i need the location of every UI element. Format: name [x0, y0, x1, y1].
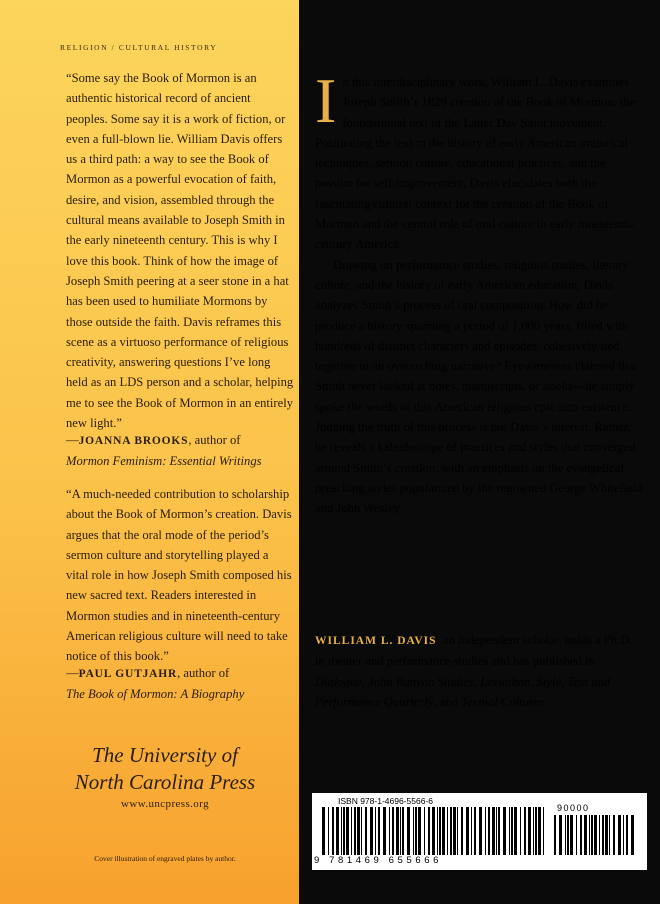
publisher-website: www.uncpress.org — [121, 798, 209, 810]
addon-digits: 90000 — [557, 803, 590, 813]
barcode-bar — [370, 807, 373, 855]
barcode-bar — [503, 807, 506, 855]
barcode-bar — [631, 815, 634, 855]
ean-digits: 9 781469 655666 — [314, 855, 442, 866]
barcode-bar — [328, 807, 329, 855]
author-bio — [315, 630, 645, 712]
barcode-bar — [453, 807, 456, 855]
barcode-bar — [589, 815, 590, 855]
barcode-bar — [584, 815, 587, 855]
ean-barcode-bars — [322, 807, 547, 855]
barcode-bar — [559, 815, 562, 855]
barcode-bar — [609, 815, 610, 855]
barcode-bar — [535, 807, 537, 855]
barcode-bar — [533, 807, 534, 855]
author-publications-1: Dialogue, John Bunyan Studies, Leviathan, Style, Text and Performance Quarterly — [315, 674, 611, 709]
barcode-bar — [332, 807, 334, 855]
barcode-bar — [623, 815, 624, 855]
barcode-bar — [565, 815, 566, 855]
publisher-name — [40, 742, 290, 796]
barcode-bar — [432, 807, 435, 855]
addon-barcode-bars — [554, 815, 634, 855]
barcode-bar — [418, 807, 421, 855]
publisher-line-1: The University of — [92, 743, 238, 767]
attribution-dash: — — [66, 433, 79, 447]
barcode-bar — [471, 807, 472, 855]
endorser-work: The Book of Mormon: A Biography — [66, 687, 245, 702]
barcode-bar — [538, 807, 541, 855]
barcode-bar — [461, 807, 463, 855]
barcode-bar — [346, 807, 349, 855]
barcode-bar — [488, 807, 490, 855]
endorsement-quote-1: “Some say the Book of Mormon is an authentic historical record of ancient peoples. Some say it is a work of fiction, or even a full-blown lie. William Davis offers us a third path: a way to see the Book of Mormon as a powerful evocation of faith, desire, and vision, assembled through the cultural means available to Joseph Smith in the early nineteenth century. This is why I love this book. Think of how the image of Joseph Smith peering at a seer stone in a hat has been used to humiliate Mormons by those outside the faith. Davis reframes this scene as a virtuoso performance of religious creativity, answering questions I’ve long held as an LDS person and a scholar, helping me to see the Book of Mormon in an entirely new light.” — [66, 71, 294, 431]
endorser-role: , author of — [188, 433, 241, 447]
author-bio-intro: , an independent scholar, holds a Ph.D. in theater and performance studies and has published in — [315, 633, 633, 669]
drop-cap: I — [315, 65, 337, 136]
barcode-bar — [514, 807, 517, 855]
barcode-bar — [492, 807, 495, 855]
barcode-bar — [524, 807, 526, 855]
cover-credit: Cover illustration of engraved plates by author. — [94, 854, 236, 863]
barcode-bar — [457, 807, 458, 855]
barcode-bar — [357, 807, 360, 855]
barcode-bar — [618, 815, 621, 855]
description-paragraph-2: Drawing on performance studies, religious studies, literary culture, and the history of early American education, Davis analyzes Smith’s process of oral composition. How did he produce a history spanning a period of 1,000 years, filled with hundreds of distinct characters and episodes, cohesively tied together in an overarching narrative? Eyewitnesses claimed that Smith never looked at notes, manuscripts, or books—he simply spoke the words of this American religious epic into existence. Judging the truth of this process is not Davis’s interest. Rather, he reveals a kaleidoscope of practices and styles that converged around Smith’s creation, with an emphasis on the evangelical preaching styles popularized by the renowned George Whitefield and John Wesley. — [315, 257, 643, 516]
barcode-bar — [498, 807, 500, 855]
barcode-bar — [509, 807, 510, 855]
barcode-bar — [354, 807, 356, 855]
barcode-bar — [407, 807, 410, 855]
barcode-bar — [437, 807, 438, 855]
barcode-bar — [402, 807, 404, 855]
barcode-bar — [450, 807, 452, 855]
endorser-work: Mormon Feminism: Essential Writings — [66, 454, 262, 469]
barcode — [312, 793, 647, 870]
book-description — [315, 65, 645, 519]
barcode-bar — [466, 807, 469, 855]
barcode-bar — [511, 807, 513, 855]
barcode-bar — [375, 807, 376, 855]
endorsement-attribution-1 — [66, 430, 296, 472]
barcode-bar — [605, 815, 608, 855]
barcode-bar — [322, 807, 325, 855]
author-name: WILLIAM L. DAVIS — [315, 635, 437, 647]
barcode-bar — [343, 807, 345, 855]
barcode-bar — [383, 807, 386, 855]
barcode-bar — [389, 807, 390, 855]
barcode-bar — [602, 815, 604, 855]
barcode-bar — [543, 807, 544, 855]
barcode-bar — [599, 815, 600, 855]
endorser-role: , author of — [177, 666, 230, 680]
barcode-bar — [336, 807, 339, 855]
description-text-1: n this interdisciplinary work, William L. Davis examines Joseph Smith’s 1829 creation of the Book of Mormon, the foundational text of the Latter Day Saint movement. Positioning the text in the history of early American oratorical techniques, sermon culture, educational practices, and the passion for self-improvement, Davis elucidates both the fascinating cultural context for the creation of the Book of Mormon and the central role of oral culture in early nineteenth-century America. — [315, 75, 636, 252]
author-bio-and: , and — [433, 694, 462, 709]
barcode-bar — [361, 807, 362, 855]
barcode-bar — [626, 815, 628, 855]
barcode-bar — [378, 807, 380, 855]
publisher-line-2: North Carolina Press — [74, 770, 256, 794]
endorser-name: JOANNA BROOKS — [78, 435, 189, 447]
barcode-bar — [567, 815, 569, 855]
author-publications-2: Textual Cultures — [461, 694, 544, 709]
barcode-bar — [424, 807, 425, 855]
barcode-bar — [520, 807, 521, 855]
barcode-bar — [613, 815, 615, 855]
barcode-bar — [591, 815, 593, 855]
endorsements-panel — [0, 0, 299, 904]
barcode-bar — [428, 807, 430, 855]
barcode-bar — [396, 807, 399, 855]
barcode-bar — [447, 807, 448, 855]
endorser-name: PAUL GUTJAHR — [78, 668, 178, 680]
endorsement-attribution-2 — [66, 663, 296, 705]
endorsement-quote-2: “A much-needed contribution to scholarship about the Book of Mormon’s creation. Davis argues that the oral mode of the period’s sermon culture and storytelling played a vital role in how Joseph Smith composed his new sacred text. Readers interested in Mormon studies and in nineteenth-century American religious culture will need to take notice of this book.” — [66, 487, 292, 664]
isbn-label: ISBN 978-1-4696-5566-6 — [338, 796, 433, 806]
barcode-bar — [570, 815, 573, 855]
barcode-bar — [351, 807, 352, 855]
barcode-bar — [413, 807, 414, 855]
barcode-bar — [528, 807, 531, 855]
barcode-bar — [576, 815, 577, 855]
description-paragraph-1 — [315, 65, 645, 255]
barcode-bar — [400, 807, 401, 855]
barcode-bar — [580, 815, 582, 855]
barcode-bar — [392, 807, 394, 855]
barcode-bar — [554, 815, 556, 855]
barcode-bar — [415, 807, 417, 855]
barcode-bar — [442, 807, 445, 855]
category-label: RELIGION / CULTURAL HISTORY — [60, 43, 218, 52]
barcode-bar — [479, 807, 482, 855]
barcode-bar — [485, 807, 486, 855]
barcode-bar — [594, 815, 597, 855]
barcode-bar — [341, 807, 342, 855]
barcode-bar — [474, 807, 476, 855]
barcode-bar — [439, 807, 441, 855]
barcode-bar — [365, 807, 367, 855]
author-bio-end: . — [543, 694, 548, 709]
attribution-dash: — — [66, 666, 79, 680]
barcode-bar — [496, 807, 497, 855]
